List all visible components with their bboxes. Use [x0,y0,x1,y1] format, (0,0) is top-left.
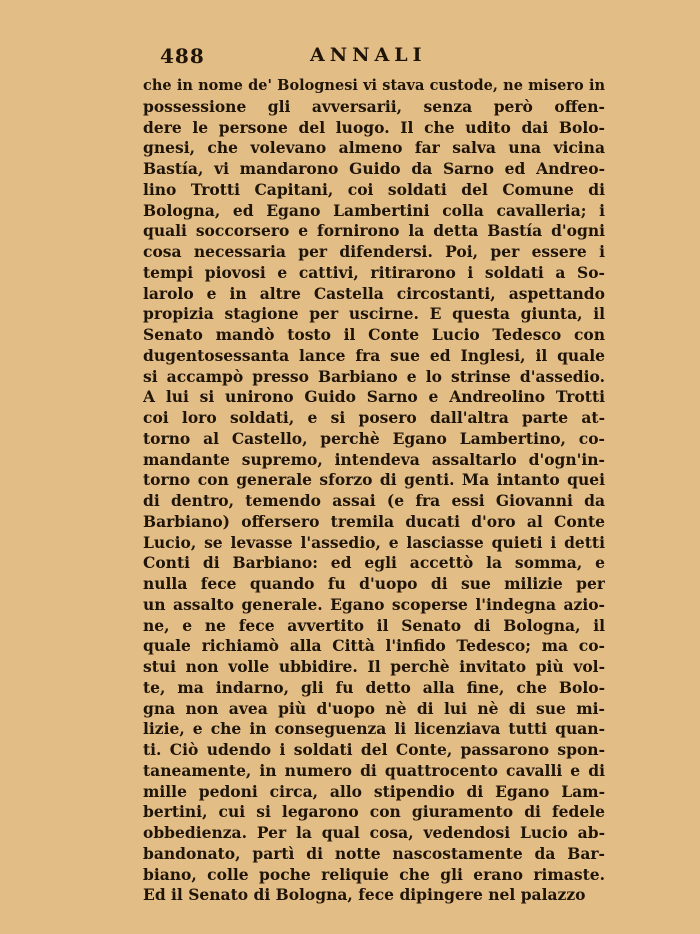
text-line: gna non avea più d'uopo nè di lui nè di sue mi- [143,698,605,718]
page-number: 488 [160,44,205,68]
text-line: Bastía, vi mandarono Guido da Sarno ed Andreo- [143,159,605,178]
text-line: mandante supremo, intendeva assaltarlo d'ogn'in- [143,449,605,469]
text-line: gnesi, che volevano almeno far salva una vicina [143,138,605,158]
text-line: obbedienza. Per la qual cosa, vedendosi Lucio ab- [143,823,605,842]
text-line: Ed il Senato di Bologna, fece dipingere nel palazzo [143,885,586,905]
text-line: Senato mandò tosto il Conte Lucio Tedesco con [143,325,605,344]
text-line: bandonato, partì di notte nascostamente da Bar- [143,843,605,863]
text-line: ne, e ne fece avvertito il Senato di Bologna, il [143,615,605,635]
text-line: lizie, e che in conseguenza li licenziava tutti quan- [143,719,605,739]
text-line: un assalto generale. Egano scoperse l'indegna azio- [143,594,605,614]
text-line: cosa necessaria per difendersi. Poi, per essere i [143,242,605,261]
text-line: stui non volle ubbidire. Il perchè invitato più vol- [143,657,605,676]
text-line: ti. Ciò udendo i soldati del Conte, passarono spon- [143,740,605,759]
text-line: dere le persone del luogo. Il che udito dai Bolo- [143,117,605,137]
running-title: ANNALI [310,44,427,66]
text-line: taneamente, in numero di quattrocento cavalli e di [143,760,605,780]
text-line: lino Trotti Capitani, coi soldati del Comune di [143,179,605,199]
text-line: bertini, cui si legarono con giuramento di fedele [143,802,605,822]
text-line: nulla fece quando fu d'uopo di sue milizie per [143,574,605,593]
text-line: possessione gli avversarii, senza però offen- [143,96,605,116]
text-line: propizia stagione per uscirne. E questa giunta, il [143,304,605,324]
text-line: di dentro, temendo assai (e fra essi Giovanni da [143,491,605,510]
text-line: torno con generale sforzo di genti. Ma intanto quei [143,470,605,490]
text-line: che in nome de' Bolognesi vi stava custode, ne misero in [143,77,605,94]
text-line: coi loro soldati, e si posero dall'altra parte at- [143,408,605,427]
text-line: torno al Castello, perchè Egano Lambertino, co- [143,428,605,448]
text-line: biano, colle poche reliquie che gli erano rimaste. [143,864,605,884]
text-line: larolo e in altre Castella circostanti, aspettando [143,283,605,303]
text-line: te, ma indarno, gli fu detto alla fine, che Bolo- [143,677,605,697]
text-line: Conti di Barbiano: ed egli accettò la somma, e [143,553,605,573]
text-line: A lui si unirono Guido Sarno e Andreolino Trotti [143,387,605,407]
text-line: Lucio, se levasse l'assedio, e lasciasse quieti i detti [143,532,605,552]
text-line: quali soccorsero e fornirono la detta Bastía d'ogni [143,221,605,241]
body-text [143,76,605,906]
text-line: mille pedoni circa, allo stipendio di Egano Lam- [143,781,605,801]
text-line: tempi piovosi e cattivi, ritirarono i soldati a So- [143,262,605,282]
text-line: Barbiano) offersero tremila ducati d'oro al Conte [143,511,605,531]
text-line: dugentosessanta lance fra sue ed Inglesi, il quale [143,345,605,365]
text-line: quale richiamò alla Città l'infido Tedesco; ma co- [143,636,605,656]
text-line: si accampò presso Barbiano e lo strinse d'assedio. [143,366,605,386]
text-line: Bologna, ed Egano Lambertini colla cavalleria; i [143,200,605,220]
